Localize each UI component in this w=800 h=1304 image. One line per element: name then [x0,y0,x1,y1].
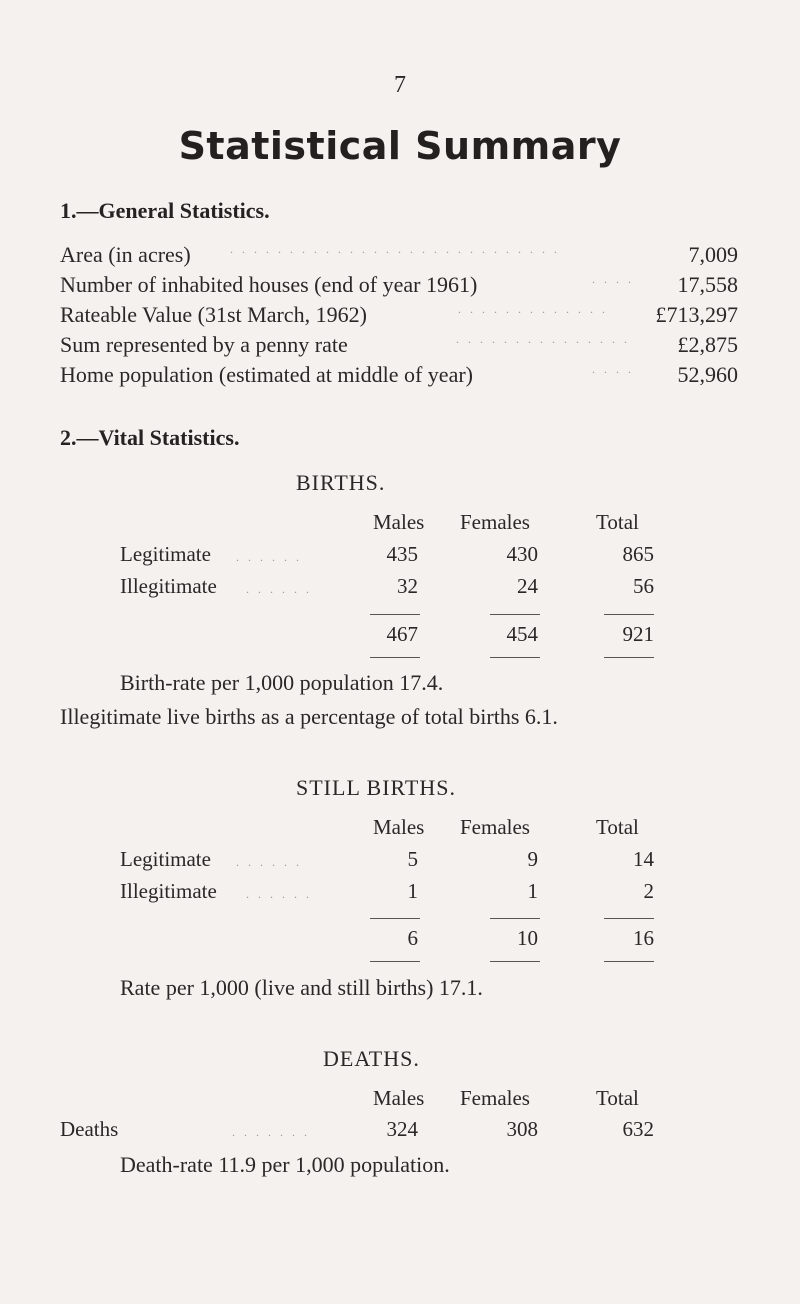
leader-dots: . . . . . . [246,887,312,901]
general-row-label: Sum represented by a penny rate [60,332,348,357]
births-row-legitimate-label: Legitimate [120,542,211,566]
births-total-total: 921 [622,622,654,646]
general-row-area [60,242,738,272]
deaths-row-label: Deaths [60,1117,119,1141]
births-legit-total: 865 [622,542,654,566]
deaths-total: 632 [622,1117,654,1141]
general-row-value: 17,558 [677,272,738,297]
still-illegit-males: 1 [407,879,418,903]
total-rule [604,657,654,658]
total-rule [604,961,654,962]
births-legit-females: 430 [506,542,538,566]
leader-dots: . . . . [592,272,634,286]
general-row-label: Home population (estimated at middle of year) [60,362,473,387]
births-illegit-males: 32 [397,574,418,598]
births-col-females: Females [460,510,530,534]
sum-rule [370,918,420,919]
still-illegit-females: 1 [527,879,538,903]
general-row-label: Area (in acres) [60,242,191,267]
general-row-penny-rate [60,332,738,362]
leader-dots: . . . . [592,362,634,376]
total-rule [490,657,540,658]
births-row-illegitimate-label: Illegitimate [120,574,217,598]
still-illegit-total: 2 [643,879,654,903]
births-total-males: 467 [386,622,418,646]
births-illegit-females: 24 [517,574,538,598]
vital-statistics-heading: 2.—Vital Statistics. [60,425,240,450]
births-col-total: Total [596,510,639,534]
still-birth-rate-note: Rate per 1,000 (live and still births) 17.1. [120,975,483,1000]
general-row-value: £713,297 [655,302,738,327]
still-legit-males: 5 [407,847,418,871]
deaths-col-females: Females [460,1086,530,1110]
deaths-col-males: Males [373,1086,425,1110]
leader-dots: . . . . . . . . . . . . . . . [456,332,630,346]
leader-dots: . . . . . . . . . . . . . [458,302,608,316]
general-row-houses [60,272,738,302]
still-total-males: 6 [407,926,418,950]
births-caption: BIRTHS. [296,470,386,495]
sum-rule [604,614,654,615]
still-births-col-females: Females [460,815,530,839]
total-rule [370,657,420,658]
still-births-row-illegitimate-label: Illegitimate [120,879,217,903]
leader-dots: . . . . . . [246,582,312,596]
total-rule [370,961,420,962]
sum-rule [490,614,540,615]
still-births-caption: STILL BIRTHS. [296,775,456,800]
page-title: Statistical Summary [178,124,622,168]
still-births-col-total: Total [596,815,639,839]
general-row-value: £2,875 [677,332,738,357]
total-rule [490,961,540,962]
births-legit-males: 435 [386,542,418,566]
still-total-females: 10 [517,926,538,950]
births-col-males: Males [373,510,425,534]
sum-rule [370,614,420,615]
still-births-col-males: Males [373,815,425,839]
deaths-females: 308 [506,1117,538,1141]
general-row-value: 7,009 [688,242,738,267]
death-rate-note: Death-rate 11.9 per 1,000 population. [120,1152,450,1177]
still-legit-total: 14 [633,847,654,871]
births-illegit-total: 56 [633,574,654,598]
still-births-row-legitimate-label: Legitimate [120,847,211,871]
page-number: 7 [394,72,406,98]
general-statistics-heading: 1.—General Statistics. [60,198,270,223]
general-row-value: 52,960 [677,362,738,387]
births-total-females: 454 [506,622,538,646]
leader-dots: . . . . . . [236,550,302,564]
birth-rate-note: Birth-rate per 1,000 population 17.4. [120,670,444,695]
still-legit-females: 9 [527,847,538,871]
general-row-label: Number of inhabited houses (end of year 1961) [60,272,478,297]
general-row-label: Rateable Value (31st March, 1962) [60,302,367,327]
leader-dots: . . . . . . . . . . . . . . . . . . . . . . . . . . . . [230,242,560,256]
leader-dots: . . . . . . . [232,1125,310,1139]
still-total-total: 16 [633,926,654,950]
leader-dots: . . . . . . [236,855,302,869]
sum-rule [604,918,654,919]
illegitimate-percentage-note: Illegitimate live births as a percentage of total births 6.1. [60,704,558,729]
deaths-males: 324 [386,1117,418,1141]
sum-rule [490,918,540,919]
deaths-caption: DEATHS. [323,1046,420,1071]
general-row-home-population [60,362,738,392]
general-row-rateable-value [60,302,738,332]
deaths-col-total: Total [596,1086,639,1110]
